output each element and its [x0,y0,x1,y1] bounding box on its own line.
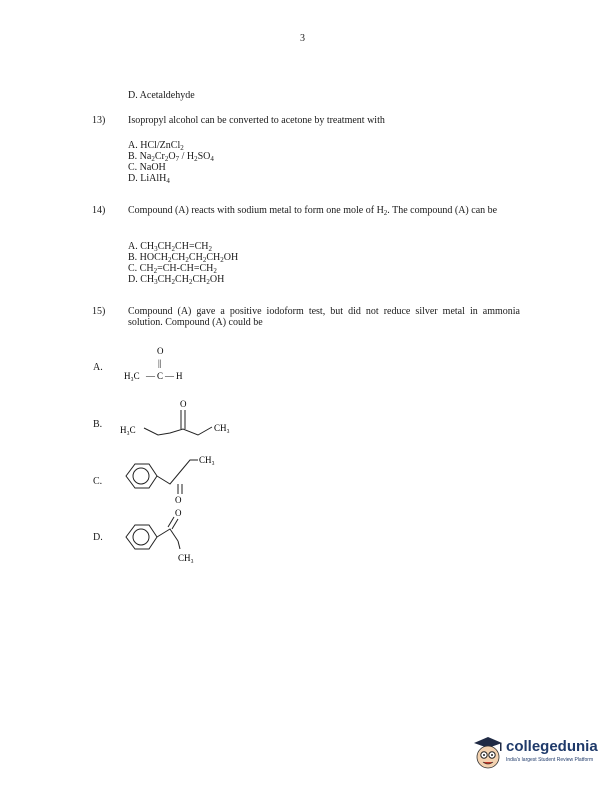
q15-option-d-label: D. [93,532,103,543]
svg-text:O: O [180,399,187,409]
svg-text:—: — [146,371,155,381]
structure-d-acetophenone [118,505,218,567]
q15-option-a-label: A. [93,362,103,373]
structure-c-phenyl-ketone [118,450,228,506]
page-number: 3 [300,33,305,44]
structure-a-acetaldehyde [120,343,200,385]
q14-option-d: D. $CH_3CH_2CH_2CH_2OH$ [128,274,225,286]
question-15-number: 15) [92,306,106,317]
q15-option-b-label: B. [93,419,103,430]
q14-option-b: B. $HOCH_2CH_2CH_2CH_2OH$ [128,252,239,264]
svg-text:O: O [175,495,182,505]
svg-text:—: — [165,371,174,381]
svg-text:CH₃: CH₃ [214,423,230,433]
q13-option-a: A. HCl/ZnCl$_2$ [128,140,184,152]
previous-option-d: D. Acetaldehyde [128,90,195,101]
svg-text:H₃C: H₃C [120,425,136,435]
svg-text:H₃C: H₃C [124,371,140,381]
collegedunia-tagline: India's largest Student Review Platform [506,757,594,763]
svg-text:O: O [157,346,164,356]
q14-option-a: A. $CH_3CH_2CH=CH_2$ [128,241,212,253]
question-15-text: Compound (A) gave a positive iodoform test, but did not reduce silver metal in ammonia solution. Compound (A) could be [128,306,520,328]
svg-text:C: C [157,371,164,381]
collegedunia-logo-text: collegedunia [506,738,598,755]
svg-text:||: || [158,358,162,368]
q13-option-c: C. NaOH [128,162,166,173]
question-14-text: Compound (A) reacts with sodium metal to form one mole of $H_2$. The compound (A) can be [128,205,498,217]
svg-text:O: O [175,508,182,518]
question-14-number: 14) [92,205,106,216]
q13-option-d: D. LiAlH$_4$ [128,173,170,185]
svg-text:CH₃: CH₃ [178,553,194,563]
svg-text:H: H [176,371,183,381]
svg-text:CH₃: CH₃ [199,455,215,465]
structure-b-butanone [118,395,248,445]
question-13-text: Isopropyl alcohol can be converted to acetone by treatment with [128,115,385,126]
q14-option-c: C. $CH_2=CH-CH=CH_2$ [128,263,217,275]
question-13-number: 13) [92,115,106,126]
q13-option-b: B. $Na_2Cr_2O_7 / H_2SO_4$ [128,151,214,163]
q15-option-c-label: C. [93,476,103,487]
